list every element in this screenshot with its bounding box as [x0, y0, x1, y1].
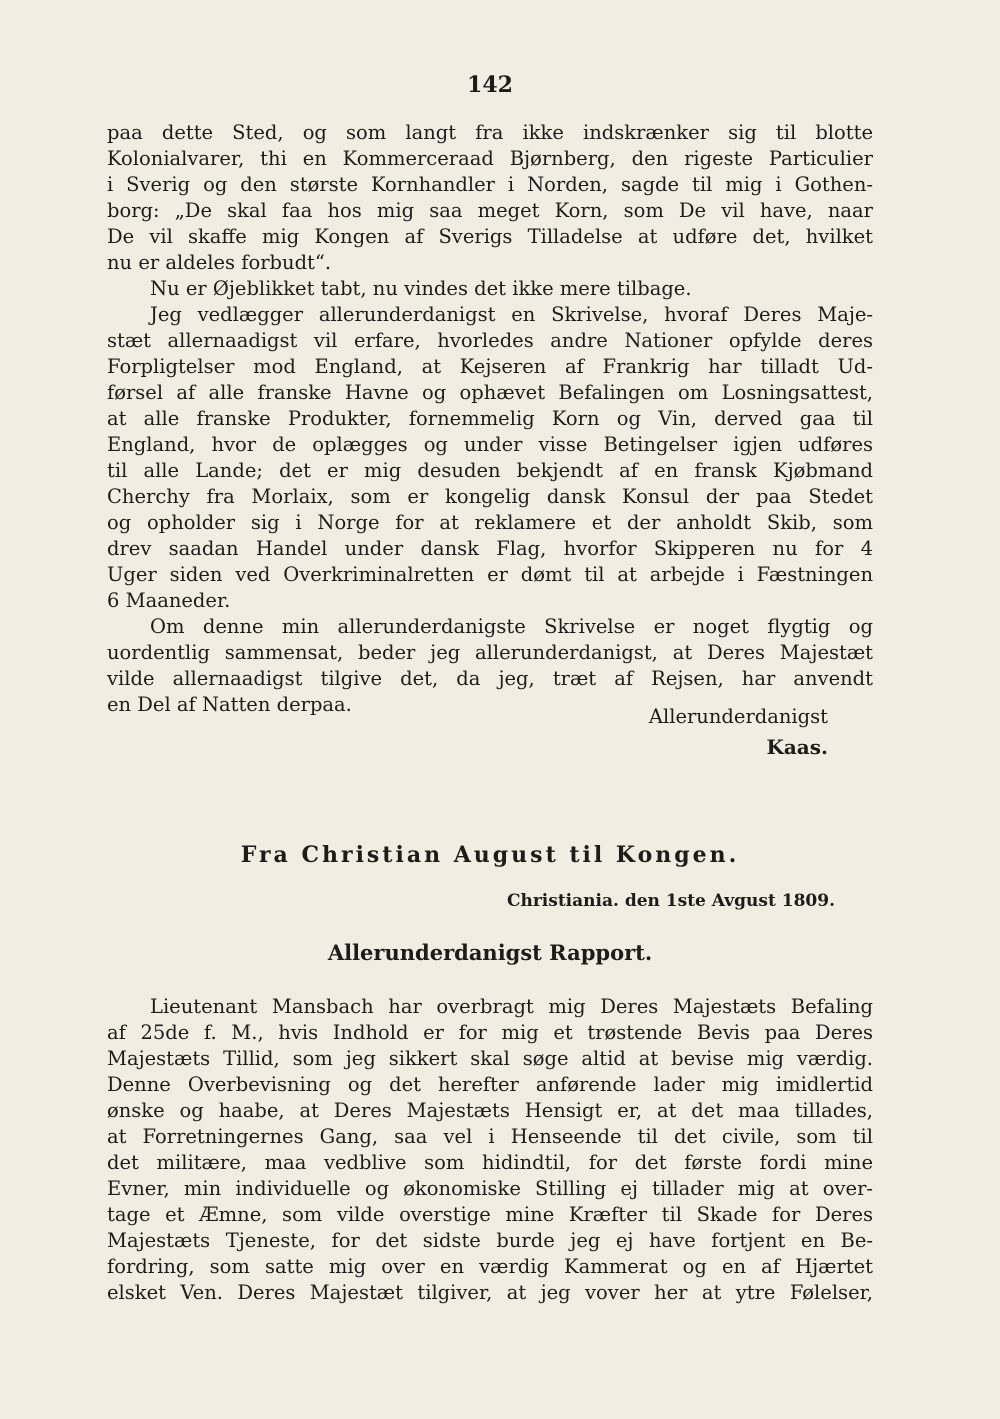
text-line: borg: „De skal faa hos mig saa meget Korn, som De vil have, naar [107, 199, 873, 222]
closing-salutation: Allerunderdanigst [648, 705, 828, 728]
text-line: Evner, min individuelle og økonomiske Stilling ej tillader mig at over- [107, 1177, 873, 1200]
text-line: vilde allernaadigst tilgive det, da jeg, træt af Rejsen, har anvendt [107, 667, 873, 690]
text-line: og opholder sig i Norge for at reklamere et der anholdt Skib, som [107, 511, 873, 534]
text-line: Majestæts Tillid, som jeg sikkert skal søge altid at bevise mig værdig. [107, 1047, 873, 1070]
text-line: elsket Ven. Deres Majestæt tilgiver, at jeg vover her at ytre Følelser, [107, 1281, 873, 1304]
text-line: De vil skaffe mig Kongen af Sverigs Tilladelse at udføre det, hvilket [107, 225, 873, 248]
text-line: uordentlig sammensat, beder jeg allerunderdanigst, at Deres Majestæt [107, 641, 873, 664]
text-line: at alle franske Produkter, fornemmelig Korn og Vin, derved gaa til [107, 407, 873, 430]
text-line: Forpligtelser mod England, at Kejseren af Frankrig har tilladt Ud- [107, 355, 873, 378]
text-line: England, hvor de oplægges og under visse Betingelser igjen udføres [107, 433, 873, 456]
text-line: førsel af alle franske Havne og ophævet Befalingen om Losningsattest, [107, 381, 873, 404]
section-title: Fra Christian August til Kongen. [240, 842, 740, 868]
text-line: nu er aldeles forbudt“. [107, 251, 332, 274]
text-line: Lieutenant Mansbach har overbragt mig Deres Majestæts Befaling [150, 995, 873, 1018]
page-number: 142 [467, 72, 513, 98]
text-line: Om denne min allerunderdanigste Skrivelse er noget flygtig og [150, 615, 873, 638]
text-line: i Sverig og den største Kornhandler i Norden, sagde til mig i Gothen- [107, 173, 873, 196]
text-line: Denne Overbevisning og det herefter anførende lader mig imidlertid [107, 1073, 873, 1096]
text-line: Kolonialvarer, thi en Kommerceraad Bjørnberg, den rigeste Particulier [107, 147, 873, 170]
report-title: Allerunderdanigst Rapport. [327, 940, 653, 965]
text-line: det militære, maa vedblive som hidindtil, for det første fordi mine [107, 1151, 873, 1174]
text-line: stæt allernaadigst vil erfare, hvorledes andre Nationer opfylde deres [107, 329, 873, 352]
text-line: Majestæts Tjeneste, for det sidste burde jeg ej have fortjent en Be- [107, 1229, 873, 1252]
text-line: at Forretningernes Gang, saa vel i Henseende til det civile, som til [107, 1125, 873, 1148]
text-line: fordring, som satte mig over en værdig Kammerat og en af Hjærtet [107, 1255, 873, 1278]
text-line: Uger siden ved Overkriminalretten er dømt til at arbejde i Fæstningen [107, 563, 873, 586]
signature: Kaas. [766, 735, 828, 759]
text-line: 6 Maaneder. [107, 589, 231, 612]
dateline: Christiania. den 1ste Avgust 1809. [506, 891, 835, 911]
text-line: ønske og haabe, at Deres Majestæts Hensigt er, at det maa tillades, [107, 1099, 873, 1122]
text-line: en Del af Natten derpaa. [107, 693, 352, 716]
text-line: Cherchy fra Morlaix, som er kongelig dansk Konsul der paa Stedet [107, 485, 873, 508]
text-line: drev saadan Handel under dansk Flag, hvorfor Skipperen nu for 4 [107, 537, 873, 560]
text-line: Nu er Øjeblikket tabt, nu vindes det ikke mere tilbage. [150, 277, 692, 300]
text-line: Jeg vedlægger allerunderdanigst en Skrivelse, hvoraf Deres Maje- [150, 303, 873, 326]
text-line: tage et Æmne, som vilde overstige mine Kræfter til Skade for Deres [107, 1203, 873, 1226]
text-line: til alle Lande; det er mig desuden bekjendt af en fransk Kjøbmand [107, 459, 873, 482]
text-line: af 25de f. M., hvis Indhold er for mig et trøstende Bevis paa Deres [107, 1021, 873, 1044]
text-line: paa dette Sted, og som langt fra ikke indskrænker sig til blotte [107, 121, 873, 144]
